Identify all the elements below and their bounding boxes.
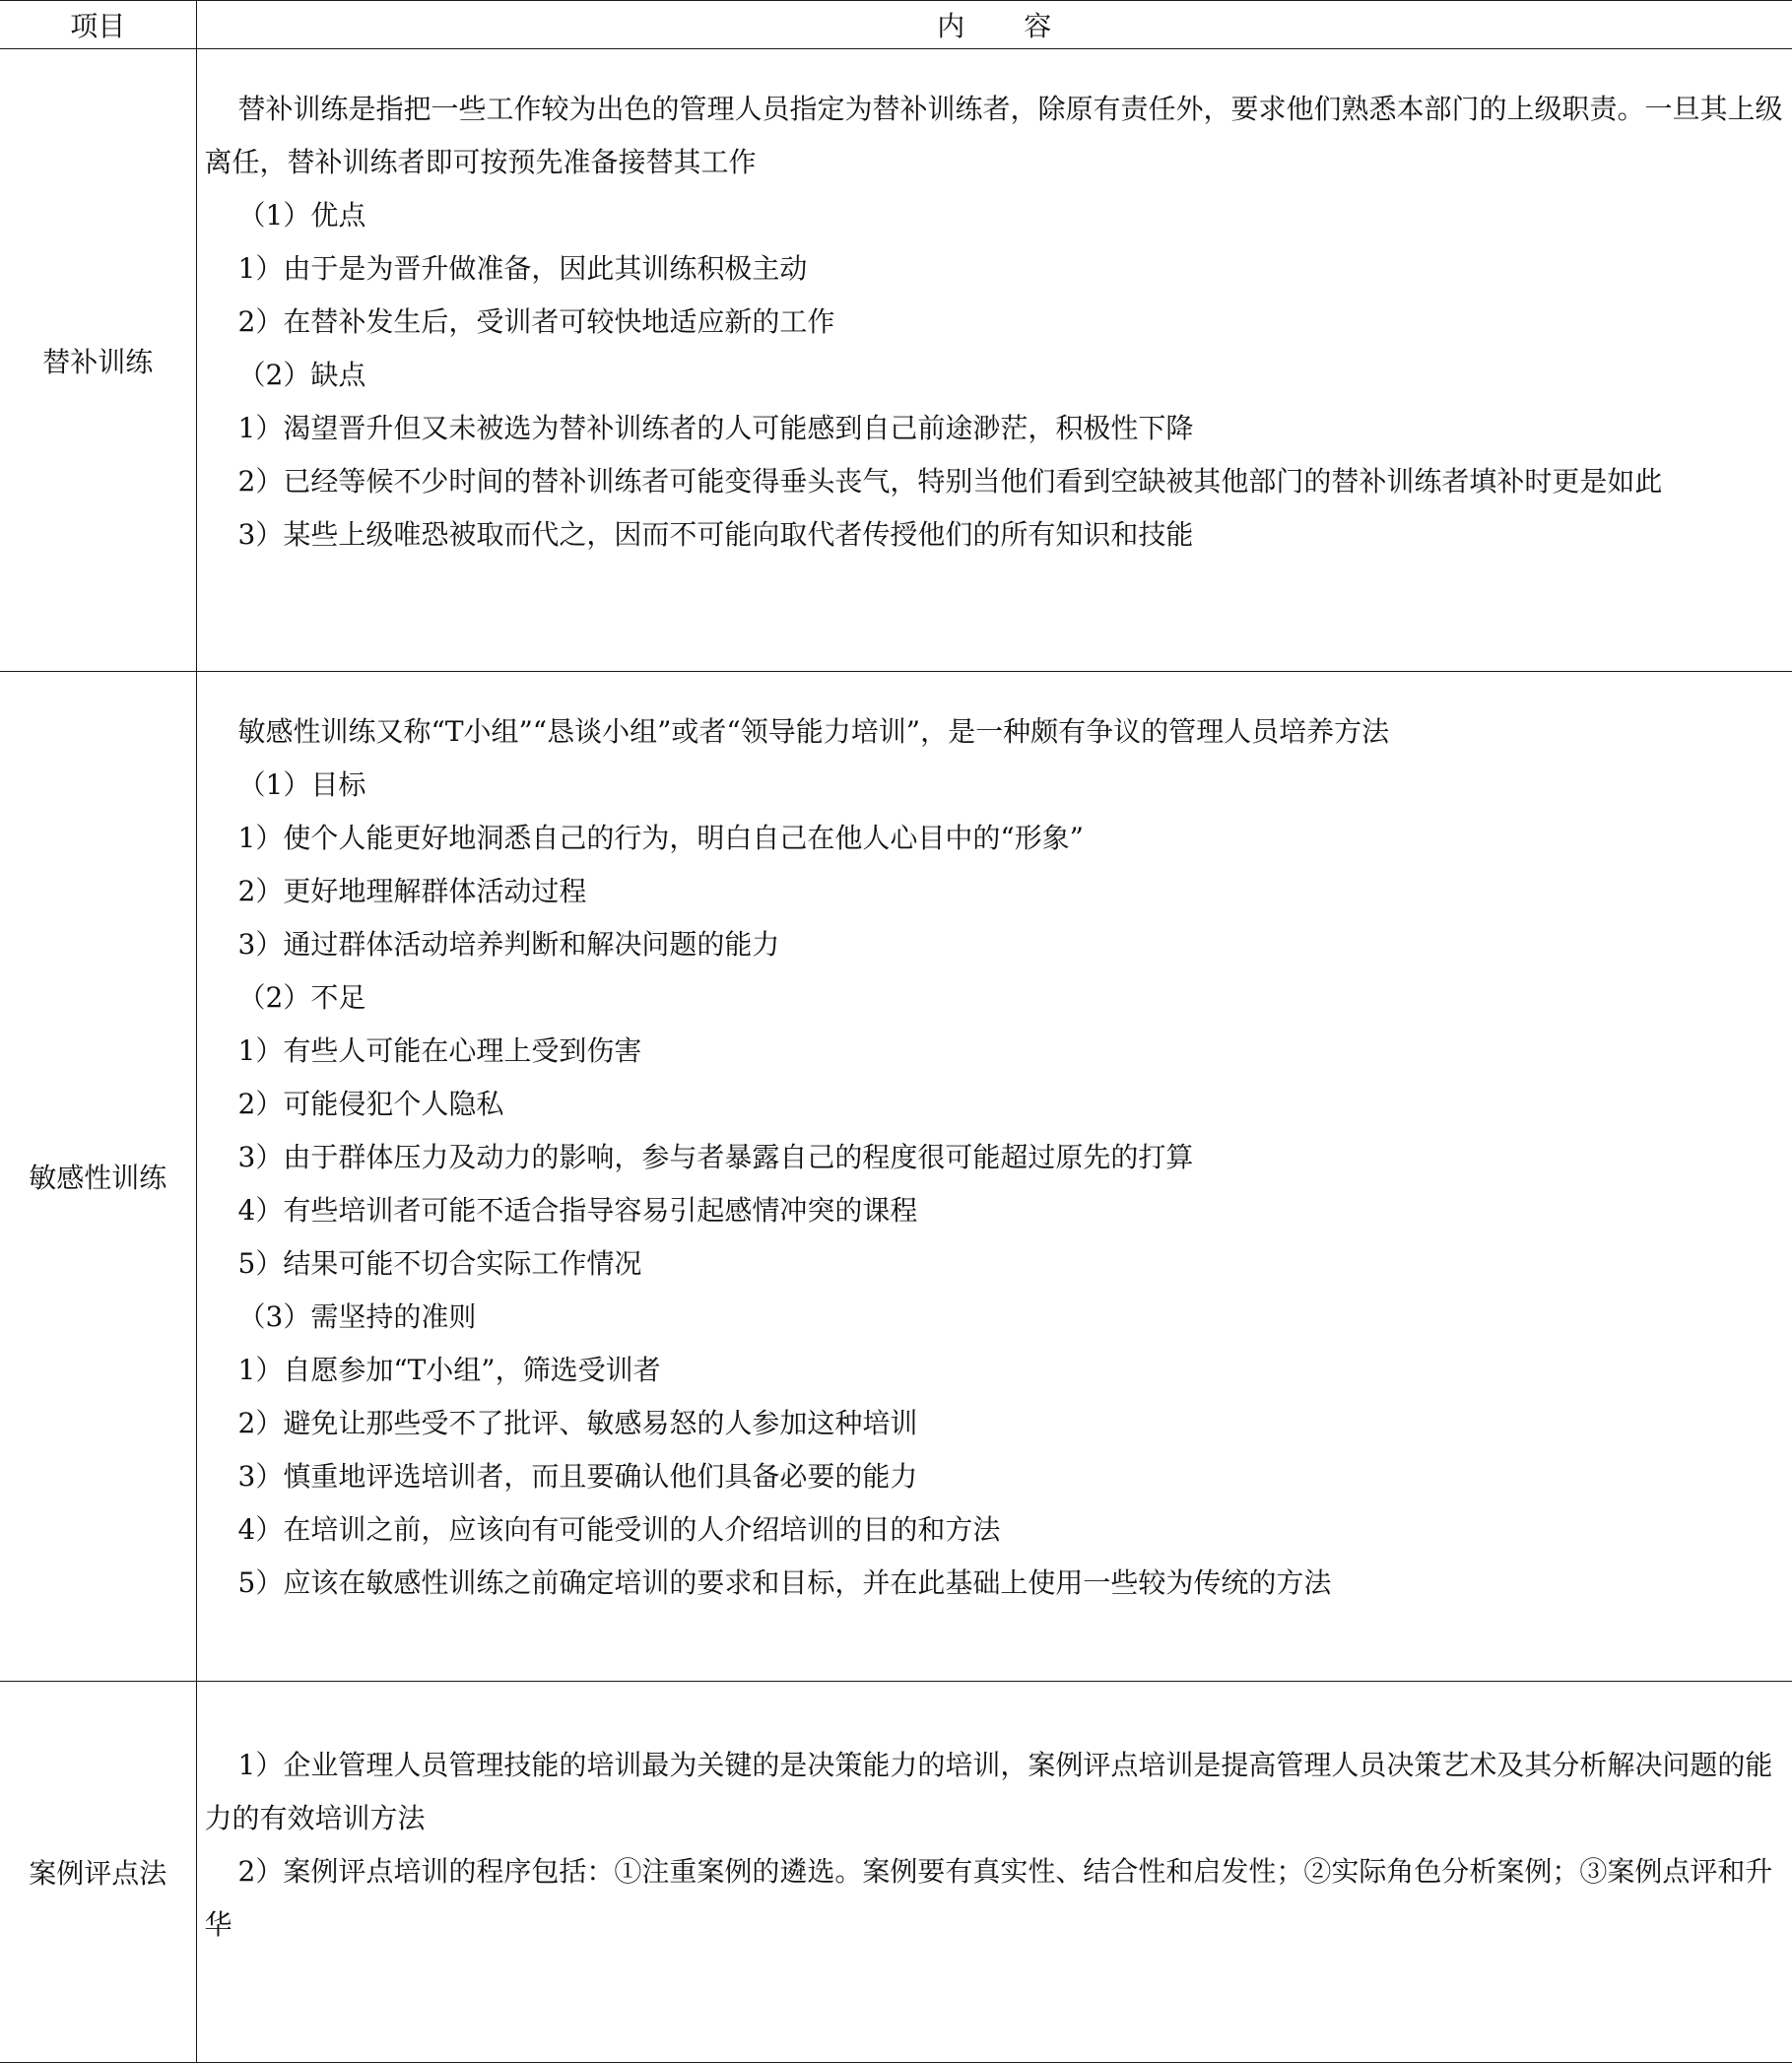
content-line: 5）结果可能不切合实际工作情况 bbox=[237, 1247, 642, 1280]
content-line: （1）目标 bbox=[237, 768, 366, 801]
content-line: 4）在培训之前，应该向有可能受训的人介绍培训的目的和方法 bbox=[237, 1513, 1001, 1546]
content-line: 2）可能侵犯个人隐私 bbox=[237, 1088, 504, 1120]
content-line: （2）缺点 bbox=[237, 359, 366, 391]
content-line: 替补训练是指把一些工作较为出色的管理人员指定为替补训练者，除原有责任外，要求他们熟悉本部门的上级职责。一旦其上级离任，替补训练者即可按预先准备接替其工作 bbox=[204, 93, 1783, 178]
content-line: 5）应该在敏感性训练之前确定培训的要求和目标，并在此基础上使用一些较为传统的方法 bbox=[237, 1566, 1332, 1599]
row-content bbox=[196, 49, 1792, 672]
table-header-row bbox=[0, 1, 1792, 49]
row-item-label: 案例评点法 bbox=[0, 1682, 196, 2063]
header-content: 内容 bbox=[196, 1, 1792, 49]
content-line: 1）由于是为晋升做准备，因此其训练积极主动 bbox=[237, 252, 808, 285]
table-row bbox=[0, 1682, 1792, 2063]
content-line: 3）慎重地评选培训者，而且要确认他们具备必要的能力 bbox=[237, 1460, 918, 1493]
header-item: 项目 bbox=[0, 1, 196, 49]
content-line: 2）案例评点培训的程序包括：①注重案例的遴选。案例要有真实性、结合性和启发性；②实际角色分析案例；③案例点评和升华 bbox=[204, 1855, 1773, 1941]
content-line: 1）使个人能更好地洞悉自己的行为，明白自己在他人心目中的“形象” bbox=[237, 822, 1084, 854]
content-line: （1）优点 bbox=[237, 199, 366, 232]
content-line: 2）更好地理解群体活动过程 bbox=[237, 875, 587, 907]
content-line: 4）有些培训者可能不适合指导容易引起感情冲突的课程 bbox=[237, 1194, 918, 1227]
content-line: （2）不足 bbox=[237, 981, 366, 1014]
content-line: 1）自愿参加“T小组”，筛选受训者 bbox=[237, 1354, 661, 1386]
content-line: 2）在替补发生后，受训者可较快地适应新的工作 bbox=[237, 305, 835, 338]
content-line: 1）渴望晋升但又未被选为替补训练者的人可能感到自己前途渺茫，积极性下降 bbox=[237, 412, 1194, 444]
row-content bbox=[196, 1682, 1792, 2063]
row-item-label: 敏感性训练 bbox=[0, 672, 196, 1682]
content-line: 2）已经等候不少时间的替补训练者可能变得垂头丧气，特别当他们看到空缺被其他部门的替补训练者填补时更是如此 bbox=[237, 465, 1663, 498]
row-item-label: 替补训练 bbox=[0, 49, 196, 672]
content-line: （3）需坚持的准则 bbox=[237, 1300, 477, 1333]
content-line: 2）避免让那些受不了批评、敏感易怒的人参加这种培训 bbox=[237, 1407, 918, 1439]
content-line: 3）某些上级唯恐被取而代之，因而不可能向取代者传授他们的所有知识和技能 bbox=[237, 518, 1194, 551]
table-row bbox=[0, 672, 1792, 1682]
row-content bbox=[196, 672, 1792, 1682]
content-line: 3）由于群体压力及动力的影响，参与者暴露自己的程度很可能超过原先的打算 bbox=[237, 1141, 1194, 1173]
content-line: 1）有些人可能在心理上受到伤害 bbox=[237, 1034, 642, 1067]
content-line: 3）通过群体活动培养判断和解决问题的能力 bbox=[237, 928, 780, 961]
content-line: 敏感性训练又称“T小组”“恳谈小组”或者“领导能力培训”，是一种颇有争议的管理人员培养方法 bbox=[237, 715, 1390, 748]
table-row bbox=[0, 49, 1792, 672]
content-line: 1）企业管理人员管理技能的培训最为关键的是决策能力的培训，案例评点培训是提高管理人员决策艺术及其分析解决问题的能力的有效培训方法 bbox=[204, 1749, 1773, 1834]
